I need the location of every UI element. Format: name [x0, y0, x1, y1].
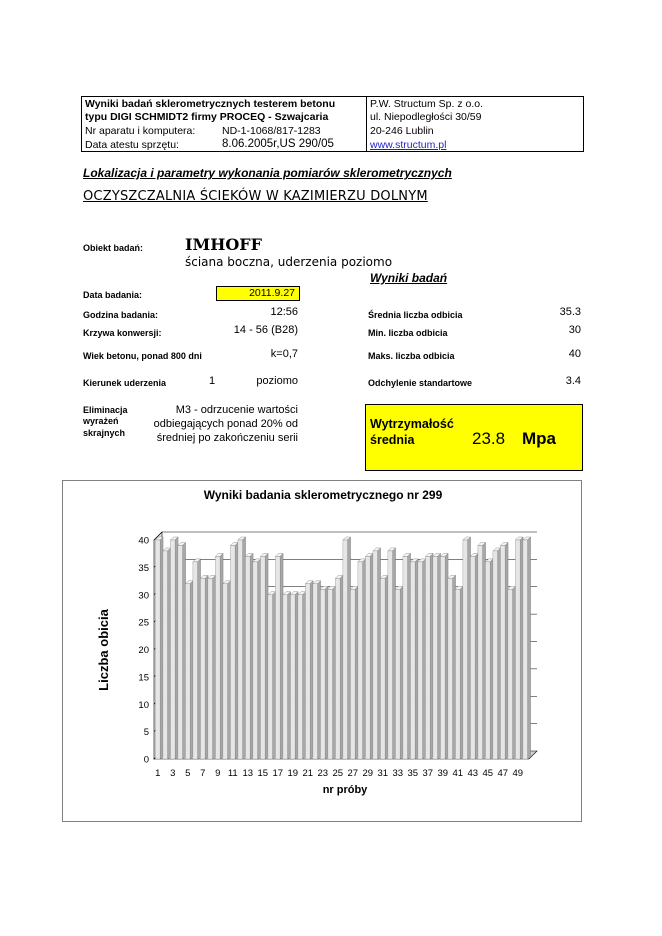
header-line2: typu DIGI SCHMIDT2 firmy PROCEQ - Szwajcaria	[85, 111, 329, 123]
bar	[290, 595, 295, 759]
company-city: 20-246 Lublin	[370, 125, 434, 137]
bar	[305, 584, 310, 759]
curve-value: 14 - 56 (B28)	[233, 324, 298, 336]
x-tick-label: 17	[272, 768, 284, 779]
bar	[425, 556, 430, 759]
bar	[373, 551, 378, 759]
bar	[470, 556, 475, 759]
std-value: 3.4	[565, 375, 581, 387]
min-label: Min. liczba odbicia	[368, 328, 448, 338]
bar-side	[348, 537, 351, 759]
bar-side	[168, 548, 171, 759]
bar-side	[370, 553, 373, 759]
bar	[230, 545, 235, 759]
company-name: P.W. Structum Sp. z o.o.	[370, 98, 484, 110]
x-tick-label: 3	[170, 768, 176, 779]
time-label: Godzina badania:	[83, 310, 159, 320]
bar	[395, 589, 400, 759]
x-tick-label: 13	[242, 768, 254, 779]
object-label: Obiekt badań:	[83, 243, 144, 253]
bar	[448, 578, 453, 759]
bar-side	[475, 553, 478, 759]
mean-value: 35.3	[559, 306, 581, 318]
x-tick-label: 11	[227, 768, 238, 779]
y-tick-label: 40	[138, 535, 149, 547]
x-tick-label: 23	[317, 768, 329, 779]
bar	[358, 562, 363, 759]
bar-side	[520, 537, 523, 759]
company-street: ul. Niepodległości 30/59	[370, 111, 482, 123]
cert-value: 8.06.2005r,US 290/05	[222, 138, 334, 150]
elimination-label-1: Eliminacja	[83, 405, 128, 415]
strength-value: 23.8	[472, 429, 506, 448]
bar-side	[303, 592, 306, 759]
curve-label: Krzywa konwersji:	[83, 328, 162, 338]
device-label: Nr aparatu i komputera:	[85, 125, 196, 137]
bar	[493, 551, 498, 759]
bar-side	[325, 586, 328, 759]
max-value: 40	[568, 348, 581, 360]
bar	[178, 545, 183, 759]
bar	[418, 562, 423, 759]
bar	[245, 556, 250, 759]
bar	[268, 595, 273, 759]
rebound-chart	[63, 481, 583, 823]
bar	[433, 556, 438, 759]
bar-side	[423, 559, 426, 759]
y-tick-label: 5	[143, 727, 149, 739]
bar-side	[393, 548, 396, 759]
bar	[508, 589, 513, 759]
x-tick-label: 39	[437, 768, 449, 779]
bar	[343, 540, 348, 759]
bar	[455, 589, 460, 759]
location-title: OCZYSZCZALNIA ŚCIEKÓW W KAZIMIERZU DOLNYM	[83, 189, 428, 204]
elimination-label-3: skrajnych	[83, 428, 126, 438]
device-value: ND-1-1068/817-1283	[222, 125, 321, 137]
bar	[215, 556, 220, 759]
bar	[298, 595, 303, 759]
bar-side	[505, 542, 508, 759]
bar-side	[250, 553, 253, 759]
y-tick-label: 25	[138, 617, 149, 629]
bar	[515, 540, 520, 759]
bar	[208, 578, 213, 759]
x-tick-label: 1	[155, 768, 161, 779]
bar-side	[453, 575, 456, 759]
bar	[388, 551, 393, 759]
y-axis-label: Liczba obicia	[96, 609, 111, 691]
x-tick-label: 7	[200, 768, 206, 779]
x-tick-label: 27	[347, 768, 359, 779]
x-tick-label: 45	[482, 768, 494, 779]
strength-label-2: średnia	[370, 433, 415, 447]
bar-side	[438, 553, 441, 759]
bar-side	[528, 537, 531, 759]
x-tick-label: 41	[452, 768, 464, 779]
bar-side	[468, 537, 471, 759]
bar	[523, 540, 528, 759]
bar-side	[400, 586, 403, 759]
bar	[463, 540, 468, 759]
bar-side	[273, 592, 276, 759]
strength-label-1: Wytrzymałość	[370, 417, 454, 431]
bar	[380, 578, 385, 759]
company-website-link[interactable]: www.structum.pl	[370, 139, 447, 151]
direction-label: Kierunek uderzenia	[83, 378, 167, 388]
bar-side	[213, 575, 216, 759]
bar-side	[490, 559, 493, 759]
bar-side	[205, 575, 208, 759]
bar-side	[408, 553, 411, 759]
date-value: 2011.9.27	[216, 286, 300, 301]
bar	[500, 545, 505, 759]
strength-box	[365, 404, 583, 471]
bar-side	[333, 586, 336, 759]
bar-side	[295, 592, 298, 759]
bar-side	[460, 586, 463, 759]
bar-side	[280, 553, 283, 759]
bar	[193, 562, 198, 759]
bar	[163, 551, 168, 759]
age-label: Wiek betonu, ponad 800 dni	[83, 351, 202, 361]
bar-side	[228, 581, 231, 759]
elimination-value-2: odbiegających ponad 20% od	[153, 418, 298, 430]
time-value: 12:56	[270, 306, 298, 318]
bar	[260, 556, 265, 759]
std-label: Odchylenie standartowe	[368, 378, 473, 388]
bar	[185, 584, 190, 759]
bar	[283, 595, 288, 759]
bar	[223, 584, 228, 759]
header-box	[81, 96, 584, 152]
age-value: k=0,7	[270, 348, 298, 360]
bar	[238, 540, 243, 759]
x-tick-label: 33	[392, 768, 404, 779]
bar	[403, 556, 408, 759]
x-tick-label: 15	[257, 768, 269, 779]
bar-side	[385, 575, 388, 759]
chart-frame	[62, 480, 582, 822]
y-tick-label: 15	[138, 672, 149, 684]
y-tick-label: 20	[138, 645, 149, 656]
mean-label: Średnia liczba odbicia	[368, 310, 463, 320]
bar	[313, 584, 318, 759]
bar	[440, 556, 445, 759]
results-title: Wyniki badań	[370, 271, 448, 285]
bar-side	[445, 553, 448, 759]
x-tick-label: 35	[407, 768, 419, 779]
bar	[485, 562, 490, 759]
y-tick-label: 35	[138, 562, 149, 574]
bar-side	[265, 553, 268, 759]
bar-side	[288, 592, 291, 759]
bar-side	[415, 559, 418, 759]
bar-side	[378, 548, 381, 759]
x-tick-label: 21	[302, 768, 314, 779]
elimination-label-2: wyrażeń	[83, 416, 119, 426]
x-tick-label: 19	[287, 768, 299, 779]
header-divider	[366, 97, 367, 151]
bar-side	[430, 553, 433, 759]
bar-side	[190, 581, 193, 759]
section-title: Lokalizacja i parametry wykonania pomiarów sklerometrycznych	[83, 166, 452, 180]
bar	[410, 562, 415, 759]
bar-side	[340, 575, 343, 759]
bar-side	[220, 553, 223, 759]
x-axis-label: nr próby	[322, 784, 368, 796]
x-tick-label: 9	[215, 768, 221, 779]
strength-unit: Mpa	[522, 429, 556, 448]
bar-side	[363, 559, 366, 759]
bar-side	[258, 559, 261, 759]
bar	[275, 556, 280, 759]
max-label: Maks. liczba odbicia	[368, 351, 455, 361]
elimination-value-1: M3 - odrzucenie wartości	[175, 404, 298, 416]
y-tick-label: 0	[143, 754, 149, 766]
x-tick-label: 37	[422, 768, 434, 779]
date-label: Data badania:	[83, 290, 143, 300]
bar-side	[198, 559, 201, 759]
y-tick-label: 10	[138, 699, 149, 711]
bar	[200, 578, 205, 759]
bar	[155, 540, 160, 759]
bar	[365, 556, 370, 759]
bar	[170, 540, 175, 759]
cert-label: Data atestu sprzętu:	[85, 139, 179, 151]
bar	[320, 589, 325, 759]
object-description: ściana boczna, uderzenia poziomo	[185, 255, 393, 269]
bar-side	[243, 537, 246, 759]
bar-side	[355, 586, 358, 759]
bar-side	[235, 542, 238, 759]
direction-value: poziomo	[256, 375, 298, 387]
x-tick-label: 43	[467, 768, 479, 779]
min-value: 30	[568, 324, 581, 336]
bar-side	[183, 542, 186, 759]
bar	[328, 589, 333, 759]
bar-side	[310, 581, 313, 759]
bar-side	[318, 581, 321, 759]
bar	[253, 562, 258, 759]
direction-number: 1	[209, 375, 216, 387]
x-tick-label: 31	[377, 768, 389, 779]
x-tick-label: 5	[185, 768, 191, 779]
bar-side	[483, 542, 486, 759]
header-line1: Wyniki badań sklerometrycznych testerem betonu	[85, 98, 336, 110]
elimination-value-3: średniej po zakończeniu serii	[156, 432, 298, 444]
bar-side	[175, 537, 178, 759]
x-tick-label: 29	[362, 768, 374, 779]
y-tick-label: 30	[138, 590, 149, 602]
bar	[350, 589, 355, 759]
x-tick-label: 47	[497, 768, 509, 779]
bar	[335, 578, 340, 759]
x-tick-label: 25	[332, 768, 344, 779]
object-name: IMHOFF	[185, 235, 262, 254]
bar	[478, 545, 483, 759]
chart-title: Wyniki badania sklerometrycznego nr 299	[203, 488, 443, 502]
bar-side	[160, 537, 163, 759]
bar-side	[513, 586, 516, 759]
bar-side	[498, 548, 501, 759]
x-tick-label: 49	[512, 768, 524, 779]
